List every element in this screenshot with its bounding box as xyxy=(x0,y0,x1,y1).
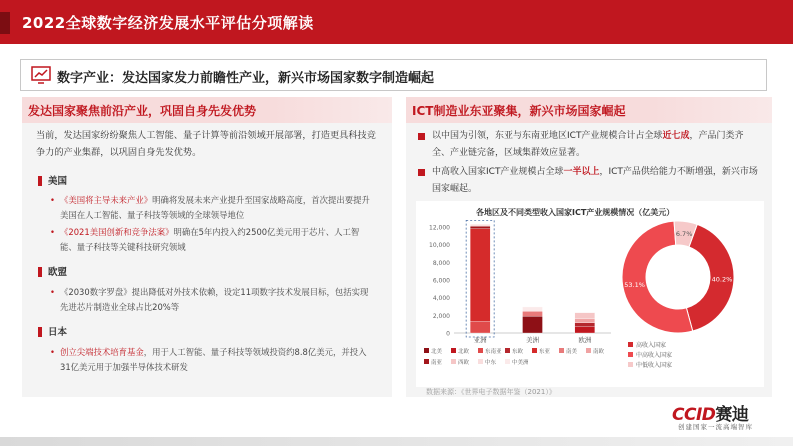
region-eu xyxy=(48,264,67,278)
legend-label: 北欧 xyxy=(458,349,470,355)
panel-head-fade xyxy=(652,97,772,123)
legend-swatch xyxy=(451,348,456,353)
legend-label: 中高收入国家 xyxy=(636,352,673,359)
chart-card xyxy=(416,201,764,387)
headline: 数字产业：发达国家发力前瞻性产业，新兴市场国家数字制造崛起 xyxy=(57,71,435,86)
y-tick-label: 0 xyxy=(446,330,450,338)
region-usa xyxy=(48,173,67,187)
y-tick-label: 12,000 xyxy=(429,224,450,232)
bar-segment xyxy=(470,322,490,333)
usa-bullet-2: • 《2021美国创新和竞争法案》明确在5年内投入约2500亿美元用于芯片、人工智能、量子科技等关键科技研究领域 xyxy=(50,227,360,252)
y-tick-label: 2,000 xyxy=(432,312,450,320)
legend-label: 中美洲 xyxy=(512,360,529,366)
category-label: 亚洲 xyxy=(473,336,487,344)
legend-swatch xyxy=(478,348,483,353)
left-panel xyxy=(22,97,392,397)
legend-swatch xyxy=(586,348,591,353)
legend-label: 东欧 xyxy=(512,349,524,355)
legend-label: 北美 xyxy=(431,349,443,355)
bar-segment xyxy=(470,226,490,229)
usa-bullet-1: • 《美国将主导未来产业》明确将发展未来产业提升至国家战略高度，首次提出要提升美国在人工智能、量子科技等领域的全球领导地位 xyxy=(50,195,370,220)
y-tick-label: 10,000 xyxy=(429,242,450,250)
legend-swatch xyxy=(505,359,510,364)
bar-segment xyxy=(575,319,595,323)
left-intro: 当前，发达国家纷纷聚焦人工智能、量子计算等前沿领域开展部署，打造更具科技竞争力的产业集群，以巩固自身先发优势。 xyxy=(36,130,376,158)
legend-swatch xyxy=(628,362,633,367)
bar-chart xyxy=(416,217,616,377)
right-bullet-2: 中高收入国家ICT产业规模占全球一半以上，ICT产品供给能力不断增强，新兴市场国家崛起。 xyxy=(418,164,760,198)
legend-label: 东亚 xyxy=(539,349,551,355)
legend-swatch xyxy=(628,342,633,347)
donut-chart xyxy=(616,215,756,385)
legend-swatch xyxy=(424,359,429,364)
legend-label: 西欧 xyxy=(458,360,470,366)
region-marker xyxy=(38,176,42,186)
bar-segment xyxy=(470,224,490,226)
slice-label: 6.7% xyxy=(675,229,693,238)
legend-label: 中东 xyxy=(485,360,497,366)
y-tick-label: 6,000 xyxy=(432,277,450,285)
legend-swatch xyxy=(478,359,483,364)
bar-segment xyxy=(575,323,595,327)
legend-swatch xyxy=(451,359,456,364)
y-tick-label: 4,000 xyxy=(432,295,450,303)
ccid-logo xyxy=(672,400,782,434)
legend-swatch xyxy=(532,348,537,353)
legend-label: 南亚 xyxy=(431,360,443,366)
bar-segment xyxy=(523,311,543,316)
y-tick-label: 8,000 xyxy=(432,259,450,267)
title-accent xyxy=(0,12,10,34)
logo-brand: CCID赛迪 xyxy=(672,405,749,425)
right-panel xyxy=(406,97,772,397)
eu-bullet-1: • 《2030数字罗盘》提出降低对外技术依赖，设定11项数字技术发展目标，包括实现先进芯片制造业全球占比20%等 xyxy=(50,287,369,312)
legend-swatch xyxy=(424,348,429,353)
region-marker xyxy=(38,327,42,337)
region-label: 欧盟 xyxy=(48,267,68,278)
slice-label: 40.2% xyxy=(711,275,733,284)
headline-box xyxy=(20,59,767,91)
region-label: 日本 xyxy=(48,327,68,338)
japan-bullet-1: • 创立尖端技术培育基金，用于人工智能、量子科技等领域投资约8.8亿美元，并投入31亿美元用于加强半导体技术研发 xyxy=(50,347,367,372)
slice-label: 53.1% xyxy=(624,280,645,289)
legend-swatch xyxy=(505,348,510,353)
page-title: 2022全球数字经济发展水平评估分项解读 xyxy=(22,14,314,32)
legend-label: 东南亚 xyxy=(485,349,502,355)
right-panel-head xyxy=(406,97,772,123)
bar-segment xyxy=(470,229,490,322)
legend-label: 中低收入国家 xyxy=(636,362,673,369)
region-label: 美国 xyxy=(48,176,68,187)
left-panel-head xyxy=(22,97,392,123)
category-label: 欧洲 xyxy=(578,336,592,344)
bar-segment xyxy=(523,307,543,311)
bar-segment xyxy=(575,327,595,333)
chart-title: 各地区及不同类型收入国家ICT产业规模情况（亿美元） xyxy=(476,208,675,217)
trend-chart-icon xyxy=(31,66,51,84)
right-panel-title: ICT制造业东亚聚集，新兴市场国家崛起 xyxy=(412,104,626,118)
bar-segment xyxy=(523,316,543,333)
region-marker xyxy=(38,267,42,277)
panel-head-fade xyxy=(272,97,392,123)
legend-swatch xyxy=(628,352,633,357)
region-japan xyxy=(48,324,67,338)
bar-segment xyxy=(575,313,595,319)
right-bullet-1: 以中国为引领，东亚与东南亚地区ICT产业规模合计占全球近七成，产品门类齐全、产业链完备，区域集群效应显著。 xyxy=(418,128,760,162)
footer-bar xyxy=(0,437,793,446)
legend-swatch xyxy=(559,348,564,353)
data-source: 数据来源：《世界电子数据年鉴（2021）》 xyxy=(426,388,556,396)
category-label: 美洲 xyxy=(526,336,539,344)
title-bar xyxy=(0,0,793,44)
left-panel-title: 发达国家聚焦前沿产业，巩固自身先发优势 xyxy=(28,104,257,118)
legend-label: 南美 xyxy=(566,349,578,355)
logo-slogan: 创建国家一流高端智库 xyxy=(678,423,753,431)
legend-label: 高收入国家 xyxy=(636,342,667,349)
legend-label: 南欧 xyxy=(593,349,605,355)
